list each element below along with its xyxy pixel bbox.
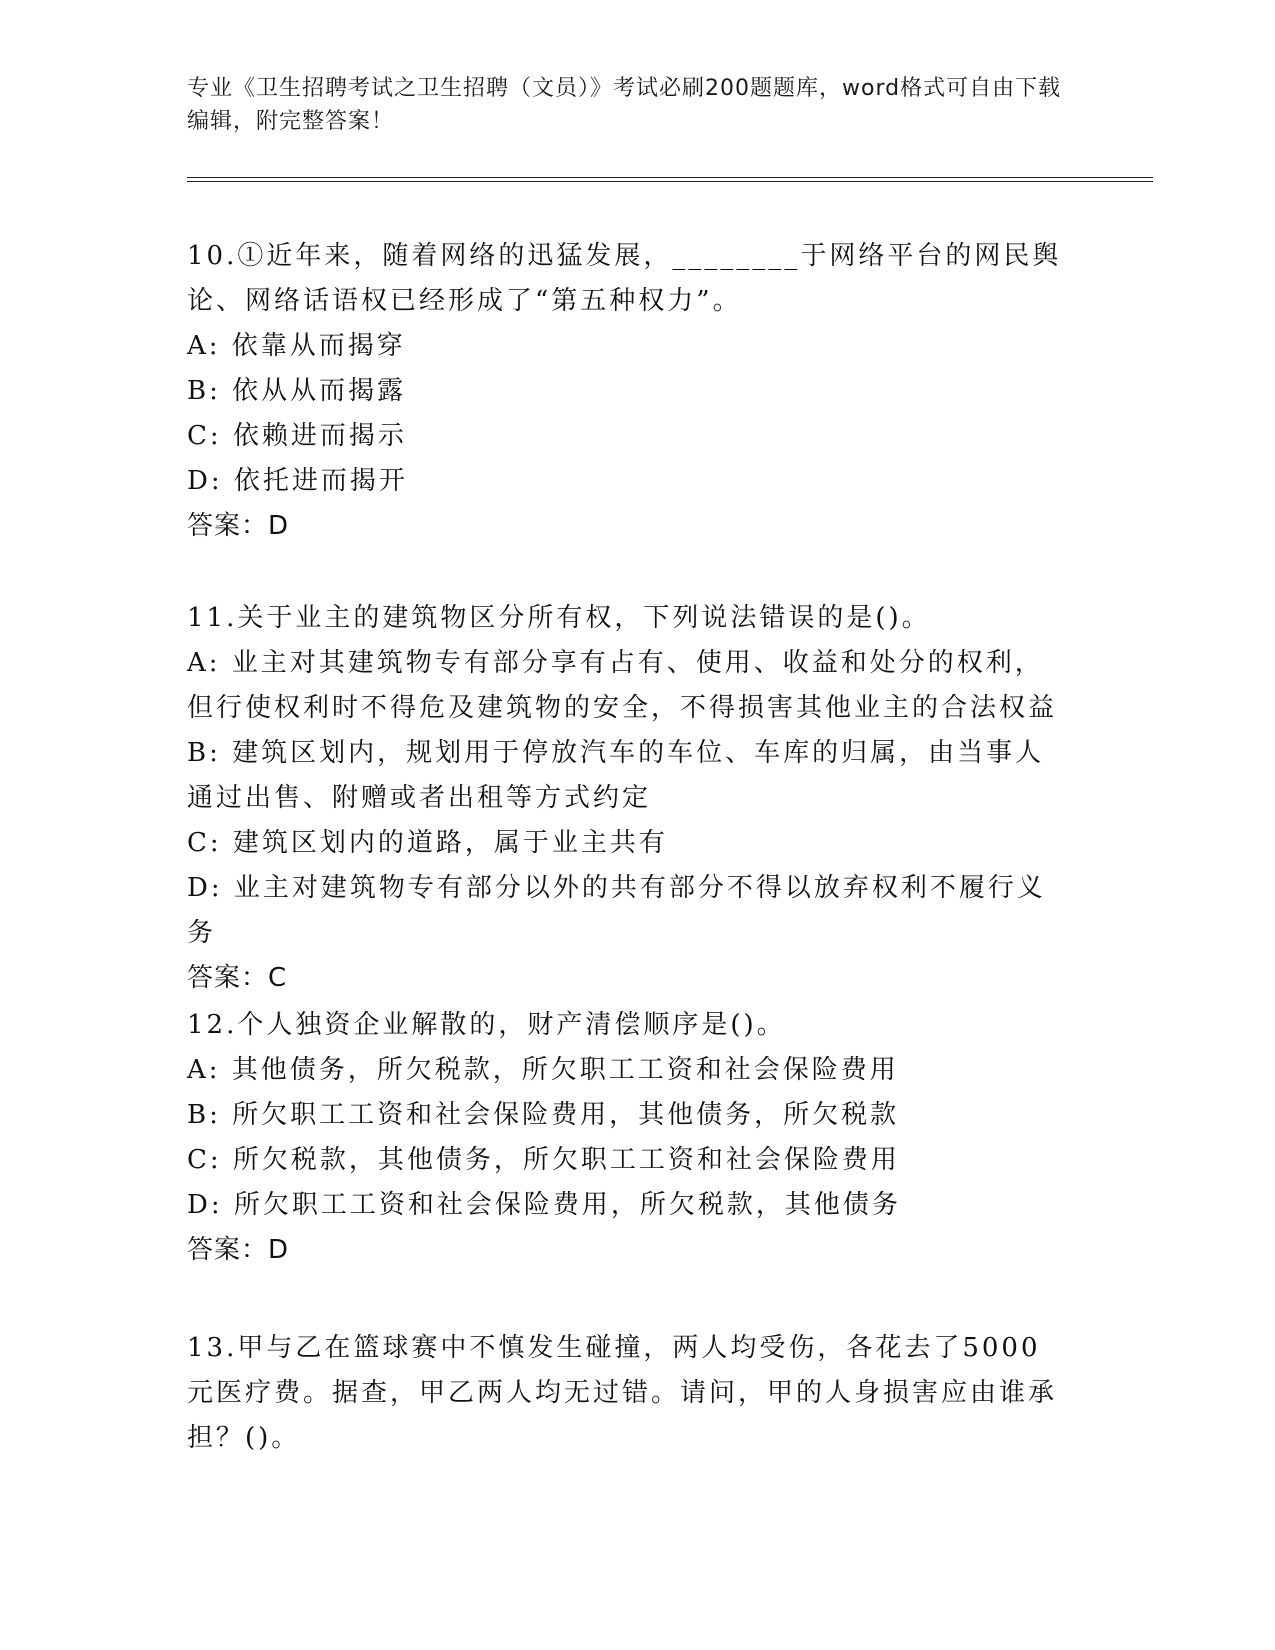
option-a: A: 业主对其建筑物专有部分享有占有、使用、收益和处分的权利，但行使权利时不得危及建筑物的安全，不得损害其他业主的合法权益 [187,648,1058,723]
question-11 [187,596,1067,1001]
option-c: C: 建筑区划内的道路，属于业主共有 [187,828,668,858]
option-c: C: 依赖进而揭示 [187,421,407,451]
option-c: C: 所欠税款，其他债务，所欠职工工资和社会保险费用 [187,1145,900,1175]
question-13 [187,1326,1067,1461]
answer: 答案：C [187,963,288,993]
option-b: B: 建筑区划内，规划用于停放汽车的车位、车库的归属，由当事人通过出售、附赠或者出租等方式约定 [187,738,1045,813]
header-divider-bottom [187,181,1153,182]
option-d: D: 业主对建筑物专有部分以外的共有部分不得以放弃权利不履行义务 [187,873,1046,948]
question-stem: 11.关于业主的建筑物区分所有权，下列说法错误的是()。 [187,603,931,633]
option-b: B: 依从从而揭露 [187,376,407,406]
option-a: A: 其他债务，所欠税款，所欠职工工资和社会保险费用 [187,1055,899,1085]
option-d: D: 依托进而揭开 [187,466,408,496]
question-stem: 10.①近年来，随着网络的迅猛发展，________于网络平台的网民舆论、网络话语权已经形成了“第五种权力”。 [187,241,1062,316]
option-b: B: 所欠职工工资和社会保险费用，其他债务，所欠税款 [187,1100,900,1130]
option-d: D: 所欠职工工资和社会保险费用，所欠税款，其他债务 [187,1190,901,1220]
question-stem: 13.甲与乙在篮球赛中不慎发生碰撞，两人均受伤，各花去了5000元医疗费。据查，甲乙两人均无过错。请问，甲的人身损害应由谁承担？()。 [187,1333,1058,1453]
question-stem: 12.个人独资企业解散的，财产清偿顺序是()。 [187,1010,786,1040]
header-divider-top [187,177,1153,178]
question-12 [187,1003,1067,1273]
answer: 答案：D [187,1235,290,1265]
question-10 [187,234,1067,549]
answer: 答案：D [187,511,290,541]
document-header: 专业《卫生招聘考试之卫生招聘（文员）》考试必刷200题题库，word格式可自由下载编辑，附完整答案！ [187,76,1062,134]
option-a: A: 依靠从而揭穿 [187,331,406,361]
